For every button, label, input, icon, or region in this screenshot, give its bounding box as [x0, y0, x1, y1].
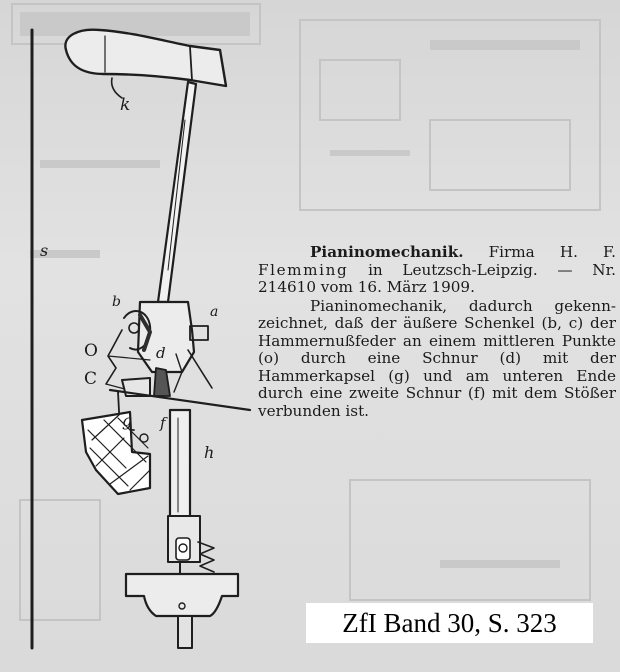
- label-k: k: [120, 95, 131, 115]
- claim-intro: Pianinomechanik, dadurch gekenn-: [310, 296, 616, 315]
- claim-rest: zeichnet, daß der äußere Schenkel (b, c) der Hammernußfeder an einem mittleren Punkte (o) durch eine Schnur (d) mit der Hammerkapsel (g) und am unteren Ende durch eine zweite Schnur (f) mit dem Stößer verbunden ist.: [258, 314, 616, 420]
- label-b: b: [112, 294, 121, 310]
- label-c: C: [84, 369, 98, 389]
- source-caption-box: [306, 603, 593, 643]
- patent-title: Pianinomechanik.: [310, 243, 464, 261]
- firm-name: Flemming: [258, 260, 349, 279]
- label-h: h: [204, 443, 215, 462]
- firm-location: in Leutzsch-Leipzig. —: [368, 260, 573, 279]
- label-o: O: [84, 341, 98, 361]
- patent-claim: [258, 298, 616, 421]
- label-a: a: [210, 304, 219, 320]
- patent-heading: [258, 244, 616, 297]
- piano-mechanism-drawing: [0, 0, 300, 672]
- label-g: g: [122, 411, 133, 430]
- patent-abstract: [258, 244, 616, 420]
- label-d: d: [156, 344, 166, 362]
- patent-number: Nr. 214610 vom 16. März 1909.: [258, 260, 617, 296]
- hammer-head: [65, 30, 226, 86]
- source-caption: ZfI Band 30, S. 323: [342, 607, 557, 638]
- key-block: [126, 574, 238, 616]
- label-s: s: [40, 241, 49, 260]
- sticker: [170, 410, 190, 520]
- felt-block: [82, 412, 150, 494]
- firm-prefix: Firma H. F.: [488, 243, 616, 261]
- label-f: f: [160, 414, 166, 432]
